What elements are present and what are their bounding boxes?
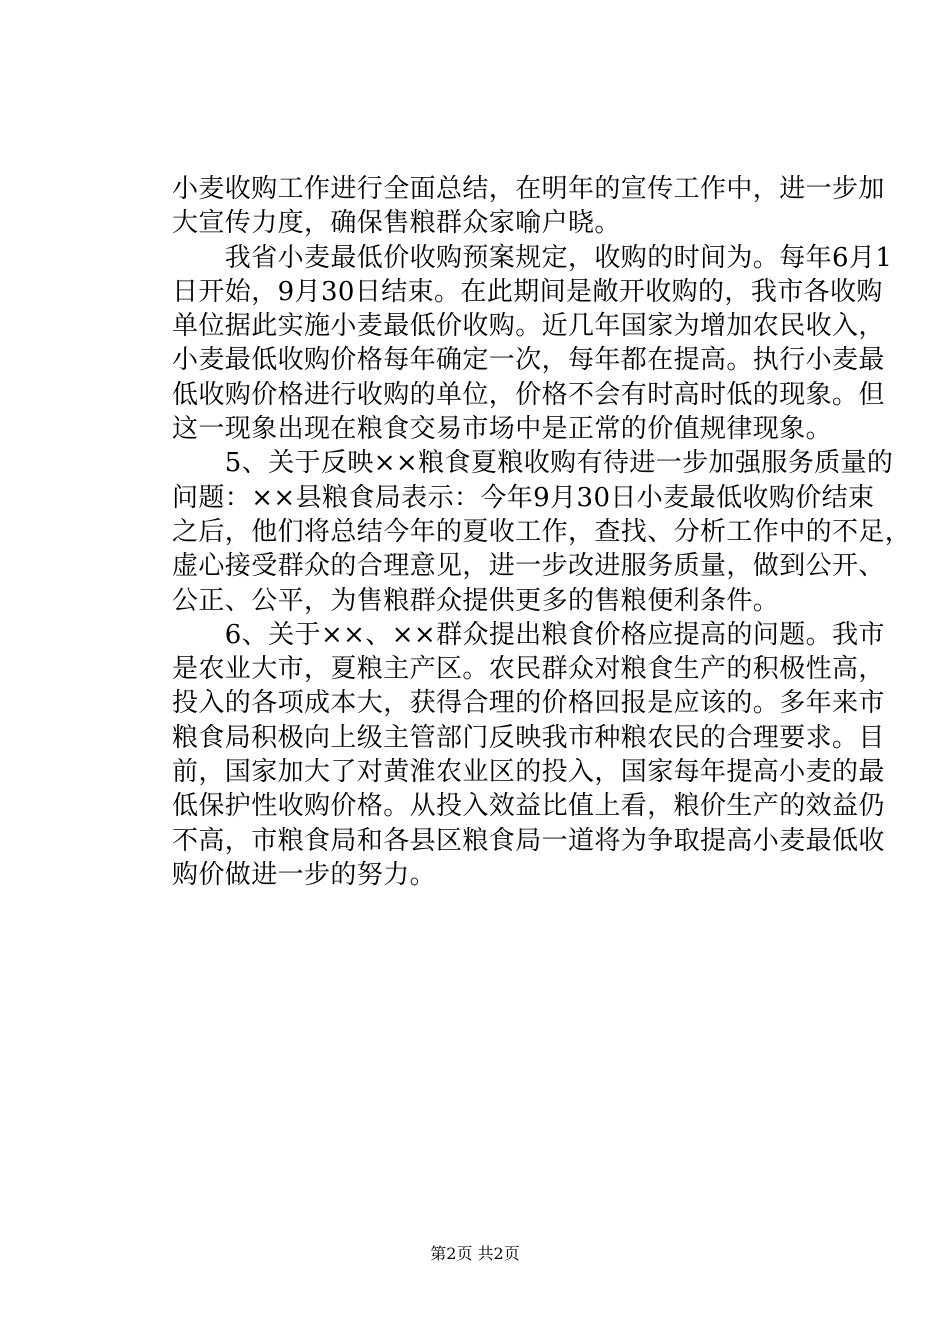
text-line: 低收购价格进行收购的单位，价格不会有时高时低的现象。但 [172,379,885,410]
text-line: 大宣传力度，确保售粮群众家喻户晓。 [172,208,621,239]
text-line: 日开始，9月30日结束。在此期间是敞开收购的，我市各收购 [172,276,883,307]
text-line: 6、关于××、××群众提出粮食价格应提高的问题。我市 [172,619,885,650]
text-line: 购价做进一步的努力。 [172,859,437,890]
text-line: 是农业大市，夏粮主产区。农民群众对粮食生产的积极性高， [172,654,885,685]
text-line: 虚心接受群众的合理意见，进一步改进服务质量，做到公开、 [172,551,885,582]
page-number-footer: 第2页 共2页 [430,1244,520,1263]
text-line: 5、关于反映××粮食夏粮收购有待进一步加强服务质量的 [172,448,894,479]
document-body [172,172,912,892]
text-line: 这一现象出现在粮食交易市场中是正常的价值规律现象。 [172,414,833,445]
text-line: 我省小麦最低价收购预案规定，收购的时间为。每年6月1 [172,242,893,273]
text-line: 低保护性收购价格。从投入效益比值上看，粮价生产的效益仍 [172,791,885,822]
text-line: 问题：××县粮食局表示：今年9月30日小麦最低收购价结束 [172,482,875,513]
text-line: 不高，市粮食局和各县区粮食局一道将为争取提高小麦最低收 [172,825,885,856]
text-line: 粮食局积极向上级主管部门反映我市种粮农民的合理要求。目 [172,722,885,753]
text-line: 投入的各项成本大，获得合理的价格回报是应该的。多年来市 [172,688,885,719]
text-line: 单位据此实施小麦最低价收购。近几年国家为增加农民收入， [172,311,885,342]
text-line: 小麦最低收购价格每年确定一次，每年都在提高。执行小麦最 [172,345,885,376]
text-line: 公正、公平，为售粮群众提供更多的售粮便利条件。 [172,585,780,616]
text-line: 小麦收购工作进行全面总结，在明年的宣传工作中，进一步加 [172,174,885,204]
text-line: 之后，他们将总结今年的夏收工作，查找、分析工作中的不足， [172,516,912,547]
text-line: 前，国家加大了对黄淮农业区的投入，国家每年提高小麦的最 [172,757,885,788]
